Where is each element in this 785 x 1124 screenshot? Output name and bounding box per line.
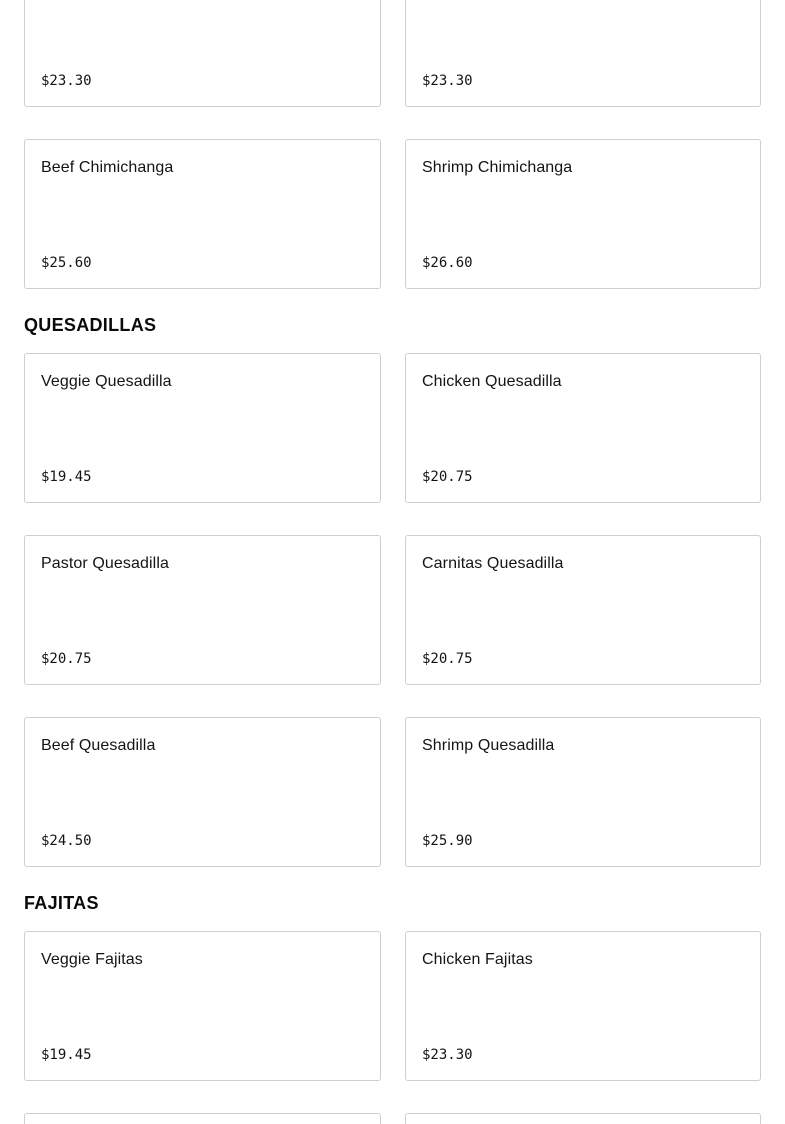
menu-item-price: $20.75 (41, 651, 92, 667)
menu-item-price: $23.30 (422, 73, 473, 89)
menu-item-price: $19.45 (41, 469, 92, 485)
menu-item-name: Shrimp Chimichanga (422, 159, 573, 176)
menu-item-price: $25.90 (422, 833, 473, 849)
section-heading-fajitas: FAJITAS (24, 893, 99, 913)
menu-item-name: Veggie Fajitas (41, 951, 143, 968)
menu-item-name: Pastor Quesadilla (41, 555, 169, 572)
menu-item-card[interactable] (24, 535, 381, 685)
menu-item-card[interactable] (24, 931, 381, 1081)
menu-item-card[interactable] (405, 353, 761, 503)
menu-item-price: $26.60 (422, 255, 473, 271)
menu-item-card[interactable] (24, 353, 381, 503)
menu-item-card[interactable] (405, 931, 761, 1081)
menu-item-name: Chicken Fajitas (422, 951, 533, 968)
menu-item-price: $25.60 (41, 255, 92, 271)
menu-item-card[interactable] (405, 1113, 761, 1124)
menu-item-card[interactable] (24, 139, 381, 289)
section-heading-quesadillas: QUESADILLAS (24, 315, 157, 335)
menu-item-card[interactable] (405, 535, 761, 685)
menu-item-card[interactable] (24, 1113, 381, 1124)
menu-item-card[interactable] (405, 717, 761, 867)
menu-item-card[interactable] (24, 0, 381, 107)
menu-item-name: Veggie Quesadilla (41, 373, 172, 390)
menu-item-card[interactable] (24, 717, 381, 867)
menu-item-name: Beef Quesadilla (41, 737, 156, 754)
menu-item-card[interactable] (405, 139, 761, 289)
menu-item-name: Shrimp Quesadilla (422, 737, 555, 754)
menu-item-name: Chicken Quesadilla (422, 373, 562, 390)
menu-item-price: $20.75 (422, 469, 473, 485)
menu-item-price: $23.30 (41, 73, 92, 89)
menu-item-price: $19.45 (41, 1047, 92, 1063)
menu-item-price: $20.75 (422, 651, 473, 667)
menu-item-price: $23.30 (422, 1047, 473, 1063)
menu-item-name: Beef Chimichanga (41, 159, 174, 176)
menu-item-price: $24.50 (41, 833, 92, 849)
menu-item-card[interactable] (405, 0, 761, 107)
menu-item-name: Carnitas Quesadilla (422, 555, 564, 572)
